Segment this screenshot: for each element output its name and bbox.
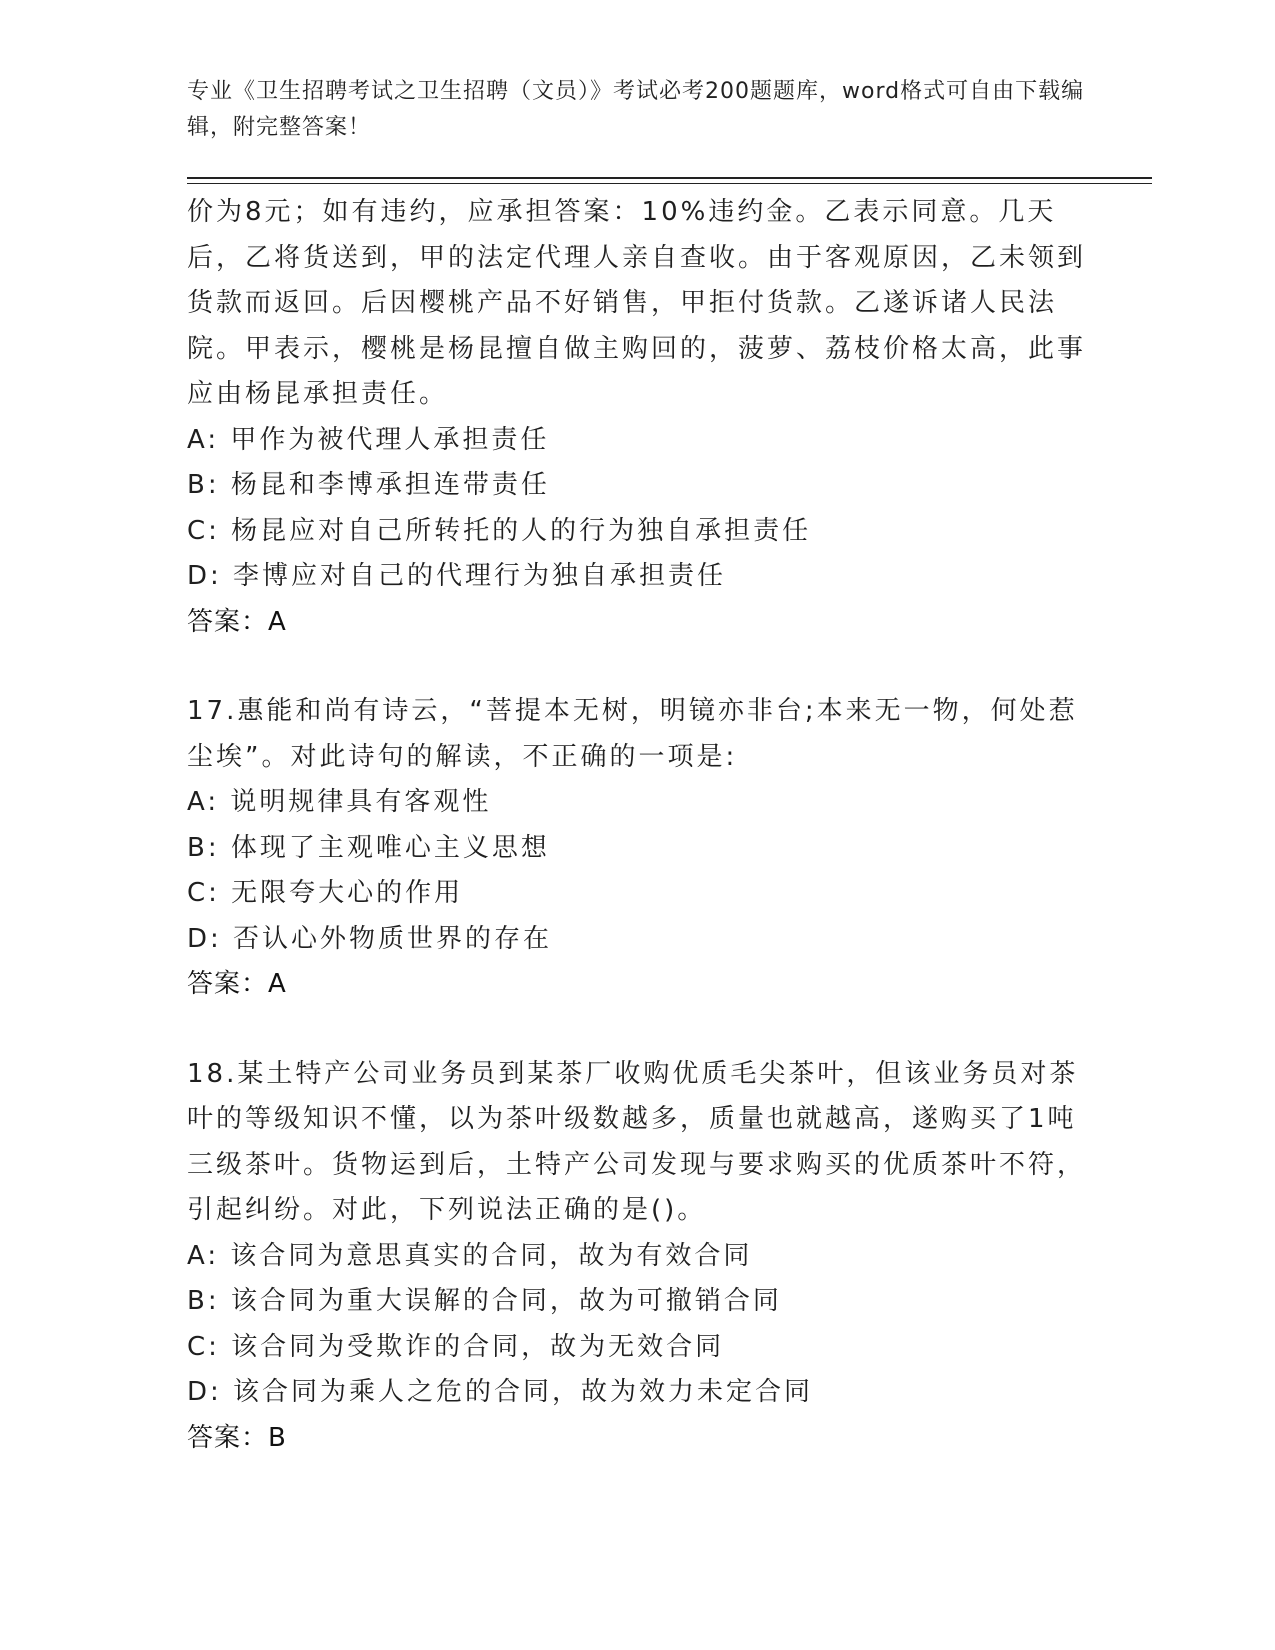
option-a: A: 说明规律具有客观性: [187, 787, 492, 817]
question-17: [187, 689, 1087, 1008]
option-d: D: 否认心外物质世界的存在: [187, 923, 553, 954]
question-continued: [187, 190, 1087, 645]
option-a: A: 甲作为被代理人承担责任: [187, 424, 550, 455]
answer-line: 答案：A: [187, 606, 287, 637]
header-divider-thin: [187, 183, 1152, 184]
question-text: 18.某土特产公司业务员到某茶厂收购优质毛尖茶叶，但该业务员对茶叶的等级知识不懂，以为茶叶级数越多，质量也就越高，遂购买了1吨三级茶叶。货物运到后，土特产公司发现与要求购买的优质茶叶不符，引起纠纷。对此，下列说法正确的是()。: [187, 1058, 1087, 1225]
option-d: D: 该合同为乘人之危的合同，故为效力未定合同: [187, 1377, 814, 1407]
header-divider-thick: [187, 177, 1152, 179]
question-text-continued: 价为8元；如有违约，应承担答案：10%违约金。乙表示同意。几天后，乙将货送到，甲的法定代理人亲自查收。由于客观原因，乙未领到货款而返回。后因樱桃产品不好销售，甲拒付货款。乙遂诉诸人民法院。甲表示，樱桃是杨昆擅自做主购回的，菠萝、荔枝价格太高，此事应由杨昆承担责任。: [187, 197, 1087, 409]
document-body: [187, 190, 1087, 1461]
document-header: [187, 74, 1087, 146]
option-a: A: 该合同为意思真实的合同，故为有效合同: [187, 1240, 753, 1271]
option-c: C: 杨昆应对自己所转托的人的行为独自承担责任: [187, 515, 812, 546]
question-text: 17.惠能和尚有诗云，“菩提本无树，明镜亦非台;本来无一物，何处惹尘埃”。对此诗句的解读，不正确的一项是:: [187, 696, 1078, 772]
option-b: B: 该合同为重大误解的合同，故为可撤销合同: [187, 1286, 782, 1316]
option-c: C: 该合同为受欺诈的合同，故为无效合同: [187, 1331, 725, 1362]
option-b: B: 体现了主观唯心主义思想: [187, 832, 550, 863]
option-b: B: 杨昆和李博承担连带责任: [187, 470, 550, 500]
option-c: C: 无限夸大心的作用: [187, 878, 464, 908]
header-title: 专业《卫生招聘考试之卫生招聘（文员）》考试必考200题题库，word格式可自由下载编辑，附完整答案！: [187, 79, 1085, 140]
answer-line: 答案：A: [187, 969, 287, 999]
option-d: D: 李博应对自己的代理行为独自承担责任: [187, 561, 727, 591]
question-18: [187, 1052, 1087, 1462]
answer-line: 答案：B: [187, 1422, 287, 1453]
